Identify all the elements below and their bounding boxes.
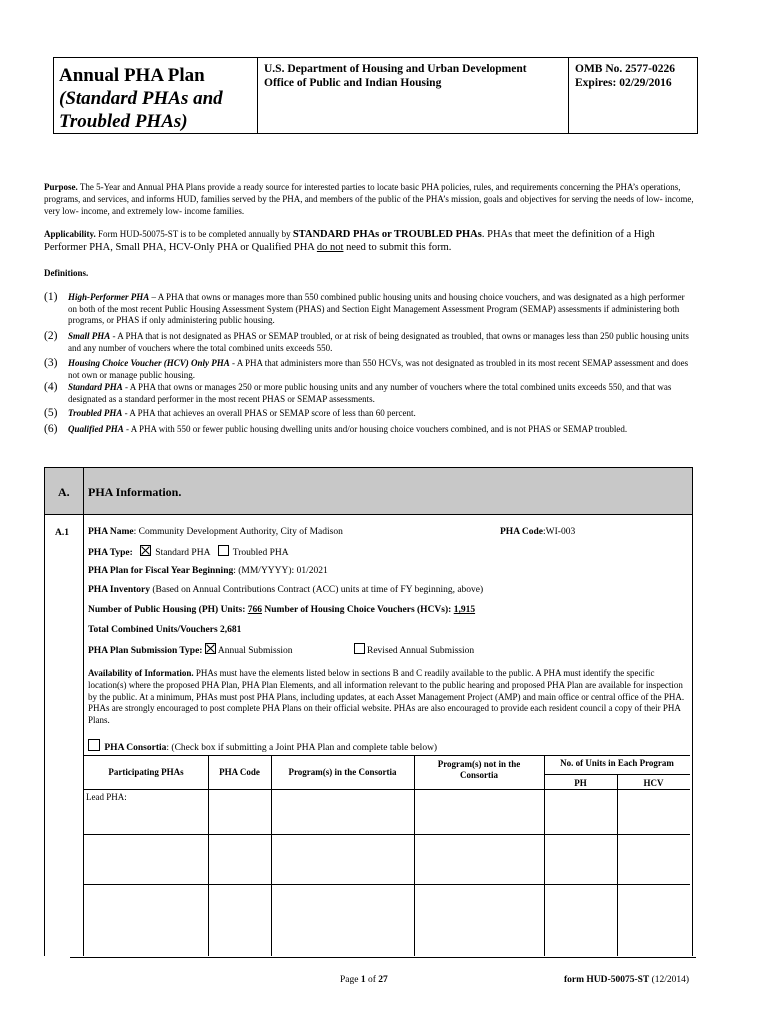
row-line — [84, 789, 690, 790]
col-line — [617, 774, 618, 956]
department-cell — [258, 58, 569, 133]
row-line — [84, 884, 690, 885]
form-number: form HUD-50075-ST (12/2014) — [564, 975, 690, 985]
unit-counts: Number of Public Housing (PH) Units: 766 Number of Housing Choice Vouchers (HCVs): 1,915 — [88, 605, 476, 615]
col-header: PH — [574, 778, 587, 788]
row-line — [544, 774, 690, 775]
item-number: A.1 — [55, 528, 69, 538]
applicability-paragraph: Applicability. Form HUD-50075-ST is to be completed annually by STANDARD PHAs or TROUBLED PHAs. PHAs that meet the definition of a High Performer PHA, Small PHA, HCV-Only PHA or Qualified PHA do not need to submit this form. — [44, 229, 655, 253]
total-units: Total Combined Units/Vouchers 2,681 — [88, 625, 242, 635]
fiscal-year: PHA Plan for Fiscal Year Beginning: (MM/YYYY): 01/2021 — [88, 566, 328, 576]
definitions-heading: Definitions. — [44, 268, 89, 278]
page-number: Page 1 of 27 — [340, 975, 388, 985]
revised-submission: Revised Annual Submission — [354, 643, 474, 657]
col-header: PHA Code — [219, 767, 260, 777]
pha-name: PHA Name: Community Development Authority, City of Madison — [88, 527, 343, 537]
col-line — [208, 756, 209, 956]
title-cell — [54, 58, 258, 133]
footer-rule — [70, 957, 696, 958]
row-line — [84, 834, 690, 835]
troubled-pha-checkbox[interactable] — [218, 545, 229, 556]
section-title: PHA Information. — [88, 485, 182, 499]
header-box — [53, 57, 698, 134]
consortia-table — [84, 755, 690, 956]
annual-submission-checkbox[interactable] — [205, 643, 216, 654]
pha-type: PHA Type: Standard PHA Troubled PHA — [88, 545, 289, 559]
col-line — [271, 756, 272, 956]
col-header: Program(s) not in the Consortia — [437, 759, 521, 780]
col-header: HCV — [643, 778, 664, 788]
col-line — [414, 756, 415, 956]
col-header: No. of Units in Each Program — [560, 758, 674, 768]
pha-consortia: PHA Consortia: (Check box if submitting a Joint PHA Plan and complete table below) — [88, 739, 437, 754]
section-letter: A. — [58, 485, 70, 499]
col-header: Program(s) in the Consortia — [288, 767, 397, 777]
purpose-paragraph: Purpose. The 5-Year and Annual PHA Plans provide a ready source for interested parties to locate basic PHA policies, rules, and requirements concerning the PHA’s operations, programs, and services, and informs HUD, families served by the PHA, and members of the public of the PHA’s mission, goals and objectives for serving the needs of low- income, very low- income, and extremely low- income families. — [44, 182, 694, 216]
omb-info: OMB No. 2577-0226 Expires: 02/29/2016 — [575, 63, 675, 89]
pha-code: PHA Code:WI-003 — [500, 527, 576, 537]
submission-type: PHA Plan Submission Type: Annual Submission — [88, 643, 293, 657]
pha-inventory: PHA Inventory (Based on Annual Contributions Contract (ACC) units at time of FY beginning, above) — [88, 585, 484, 595]
availability-paragraph: Availability of Information. PHAs must have the elements listed below in sections B and C readily available to the public. A PHA must identify the specific location(s) where the proposed PHA Plan, PHA Plan Elements, and all information relevant to the public hearing and proposed PHA Plan are available for inspection by the public. At a minimum, PHAs must post PHA Plans, including updates, at each Asset Management Project (AMP) and main office or central office of the PHA. PHAs are strongly encouraged to post complete PHA Plans on their official website. PHAs are also encouraged to provide each resident council a copy of their PHA Plans. — [88, 668, 685, 726]
lead-pha-label: Lead PHA: — [86, 792, 127, 802]
department: U.S. Department of Housing and Urban Development Office of Public and Indian Housing — [264, 63, 527, 89]
form-title: Annual PHA Plan (Standard PHAs and Troubled PHAs) — [59, 65, 223, 132]
standard-pha-checkbox[interactable] — [140, 545, 151, 556]
col-header: Participating PHAs — [108, 767, 184, 777]
revised-submission-checkbox[interactable] — [354, 643, 365, 654]
consortia-checkbox[interactable] — [88, 739, 100, 751]
